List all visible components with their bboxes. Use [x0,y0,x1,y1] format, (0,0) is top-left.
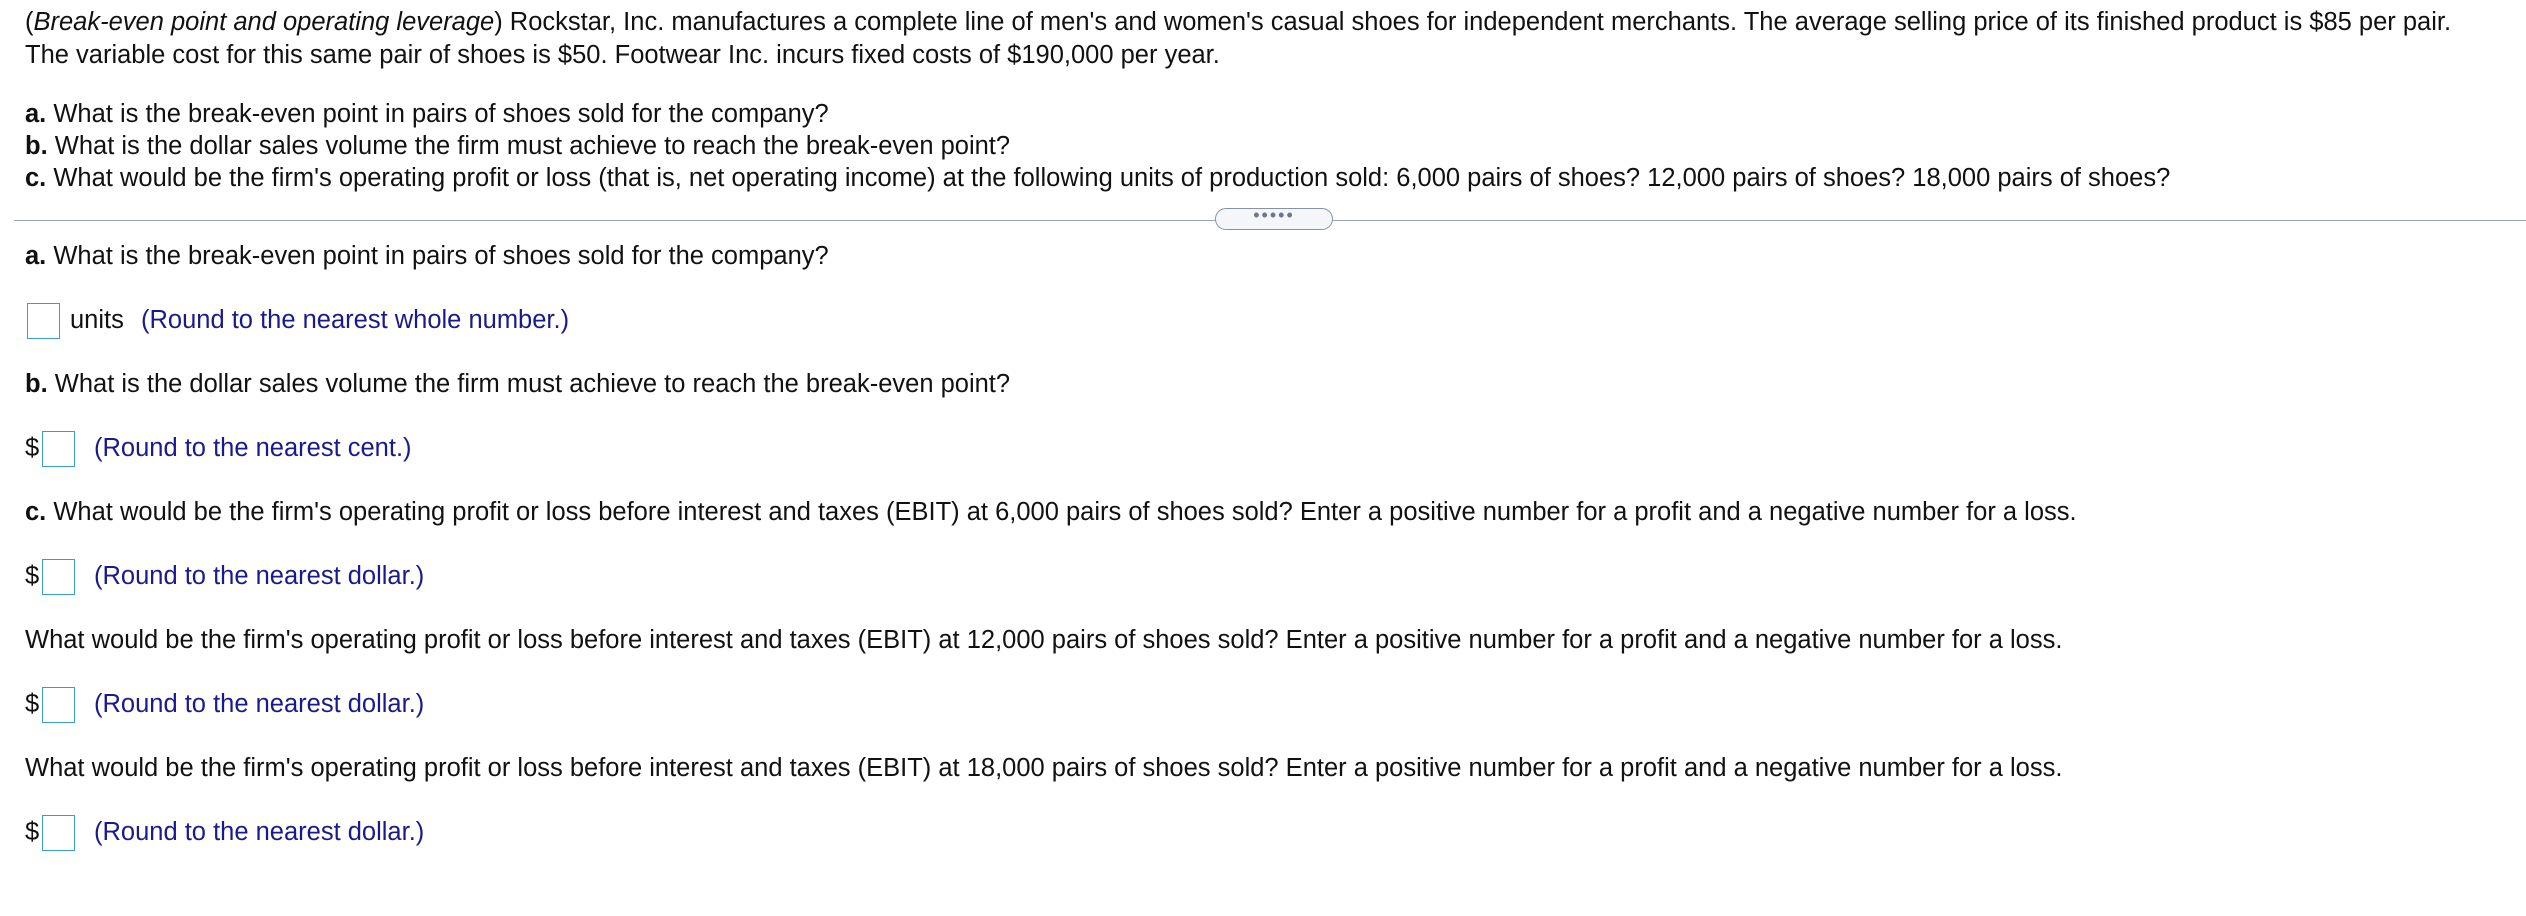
answer-c3-dollar-sign: $ [25,818,40,846]
problem-intro-text: ) Rockstar, Inc. manufactures a complete line of men's and women's casual shoes for independent merchants. The average selling price of its finished product is $85 per pair. [494,8,2452,36]
answer-c1-dollar-sign: $ [25,562,40,590]
question-b [25,370,1010,399]
answer-b-input[interactable] [42,431,75,467]
answer-c3-hint: (Round to the nearest dollar.) [94,818,425,846]
question-text: What is the dollar sales volume the firm must achieve to reach the break-even point? [47,370,1011,398]
question-letter: c. [25,498,47,526]
question-text: What is the break-even point in pairs of shoes sold for the company? [46,242,829,270]
answer-c3-input[interactable] [42,815,75,851]
question-letter: c. [25,164,47,192]
problem-intro-line-2: The variable cost for this same pair of shoes is $50. Footwear Inc. incurs fixed costs of $190,000 per year. [25,41,1220,69]
question-text: What is the dollar sales volume the firm must achieve to reach the break-even point? [47,132,1011,160]
answer-a-hint: (Round to the nearest whole number.) [141,306,570,334]
question-text: What would be the firm's operating profit or loss (that is, net operating income) at the following units of production sold: 6,000 pairs of shoes? 12,000 pairs of shoes? 18,000 pairs of shoes? [46,164,2171,192]
question-letter: a. [25,242,47,270]
question-c-12000: What would be the firm's operating profit or loss before interest and taxes (EBIT) at 12,000 pairs of shoes sold? Enter a positive number for a profit and a negative number for a loss. [25,626,2063,654]
answer-b-hint: (Round to the nearest cent.) [94,434,412,462]
answer-a-input[interactable] [27,303,60,339]
answer-b-dollar-sign: $ [25,434,40,462]
question-text: What is the break-even point in pairs of shoes sold for the company? [46,100,829,128]
expand-problem-button[interactable]: ••••• [1215,208,1333,230]
question-a [25,242,829,271]
question-text: What would be the firm's operating profit or loss before interest and taxes (EBIT) at 6,000 pairs of shoes sold? Enter a positive number for a profit and a negative number for a loss. [46,498,2077,526]
summary-question-a [25,100,829,129]
question-letter: a. [25,100,47,128]
answer-c2-input[interactable] [42,687,75,723]
open-paren: ( [25,8,34,36]
question-letter: b. [25,132,48,160]
answer-c2-hint: (Round to the nearest dollar.) [94,690,425,718]
problem-intro-line-1 [25,8,2451,37]
summary-question-c [25,164,2170,193]
answer-c2-dollar-sign: $ [25,690,40,718]
question-c-18000: What would be the firm's operating profit or loss before interest and taxes (EBIT) at 18,000 pairs of shoes sold? Enter a positive number for a profit and a negative number for a loss. [25,754,2063,782]
summary-question-b [25,132,1010,161]
question-letter: b. [25,370,48,398]
answer-c1-hint: (Round to the nearest dollar.) [94,562,425,590]
answer-c1-input[interactable] [42,559,75,595]
answer-a-unit-label: units [70,306,124,334]
question-c-6000 [25,498,2077,527]
problem-topic-title: Break-even point and operating leverage [33,8,495,36]
